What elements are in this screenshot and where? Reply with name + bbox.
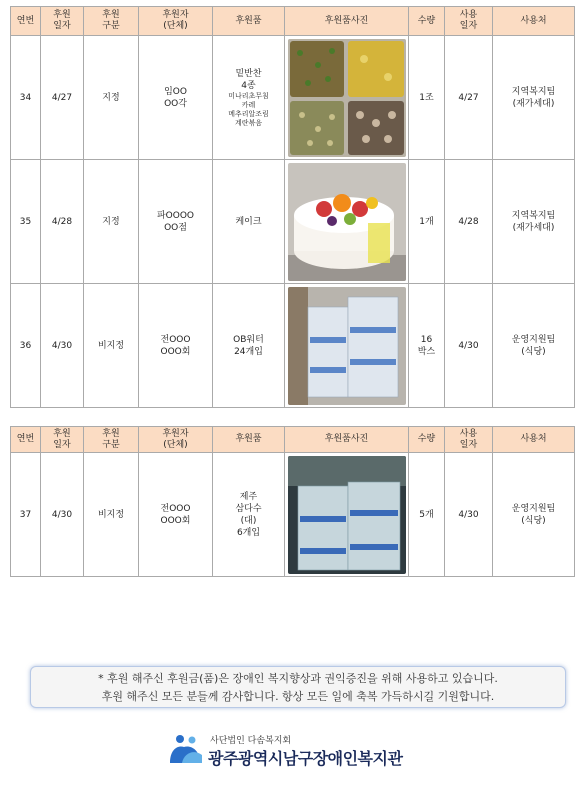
header-use-place: 사용처: [493, 7, 575, 36]
cell-donor: 임OO OO각: [139, 36, 213, 160]
header-donor: 후원자 (단체): [139, 7, 213, 36]
organization-name: 광주광역시남구장애인복지관: [208, 749, 403, 768]
cell-use-date: 4/30: [445, 284, 493, 408]
cell-no: 36: [11, 284, 41, 408]
cell-use-place: 운영지원팀 (식당): [493, 284, 575, 408]
organization-logo: [168, 733, 428, 769]
water-bottles-image-2: [288, 456, 406, 574]
header-use-date: 사용 일자: [445, 427, 493, 453]
organization-subtitle: 사단법인 다솜복지회: [210, 736, 292, 746]
notice-line-1: * 후원 해주신 후원금(품)은 장애인 복지향상과 권익증진을 위해 사용하고 있습니다.: [98, 672, 498, 685]
cell-use-date: 4/27: [445, 36, 493, 160]
cell-donor: 전OOO OOO회: [139, 284, 213, 408]
header-type: 후원 구분: [84, 427, 139, 453]
header-no: 연번: [11, 7, 41, 36]
cell-use-place: 운영지원팀 (식당): [493, 453, 575, 577]
header-photo: 후원품사진: [285, 7, 409, 36]
table-row: [11, 284, 575, 408]
header-date: 후원 일자: [41, 427, 84, 453]
cell-no: 34: [11, 36, 41, 160]
cell-type: 지정: [84, 36, 139, 160]
cell-no: 35: [11, 160, 41, 284]
cell-use-date: 4/28: [445, 160, 493, 284]
cell-date: 4/28: [41, 160, 84, 284]
thank-you-notice: [30, 666, 566, 708]
item-detail: 미나리초무침 카레 메추리알조림 계란볶음: [228, 91, 269, 127]
cell-date: 4/27: [41, 36, 84, 160]
cell-qty: 1개: [409, 160, 445, 284]
cell-item: [213, 36, 285, 160]
donation-table-1: [10, 6, 575, 408]
header-donor: 후원자 (단체): [139, 427, 213, 453]
cell-item: OB워터 24개입: [213, 284, 285, 408]
cell-photo: [285, 160, 409, 284]
header-date: 후원 일자: [41, 7, 84, 36]
cell-date: 4/30: [41, 284, 84, 408]
table-header-row: [11, 7, 575, 36]
cell-use-place: 지역복지팀 (재가세대): [493, 36, 575, 160]
cell-no: 37: [11, 453, 41, 577]
side-dishes-photo: [288, 39, 406, 157]
item-name: 밑반찬 4종: [235, 68, 262, 91]
water-bottles-photo: [288, 287, 406, 405]
cell-use-place: 지역복지팀 (재가세대): [493, 160, 575, 284]
header-qty: 수량: [409, 427, 445, 453]
cell-use-date: 4/30: [445, 453, 493, 577]
header-item: 후원품: [213, 7, 285, 36]
table-row: [11, 160, 575, 284]
table-row: [11, 36, 575, 160]
table-row: [11, 453, 575, 577]
cell-qty: 1조: [409, 36, 445, 160]
cell-donor: 전OOO OOO회: [139, 453, 213, 577]
people-logo-icon: [168, 733, 204, 767]
cell-date: 4/30: [41, 453, 84, 577]
cell-qty: 16 박스: [409, 284, 445, 408]
water-bottles-photo-2: [288, 456, 406, 574]
cake-image: [288, 163, 406, 281]
header-item: 후원품: [213, 427, 285, 453]
cell-item: 제주 삼다수 (대) 6개입: [213, 453, 285, 577]
table-header-row: [11, 427, 575, 453]
cell-photo: [285, 284, 409, 408]
notice-line-2: 후원 해주신 모든 분들께 감사합니다. 항상 모든 일에 축복 가득하시길 기원합니다.: [101, 690, 495, 703]
cell-donor: 파OOOO OO점: [139, 160, 213, 284]
header-no: 연번: [11, 427, 41, 453]
cell-item: 케이크: [213, 160, 285, 284]
cell-type: 비지정: [84, 453, 139, 577]
cell-photo: [285, 453, 409, 577]
cell-photo: [285, 36, 409, 160]
cell-qty: 5개: [409, 453, 445, 577]
donation-table-2: [10, 426, 575, 577]
side-dishes-image: [288, 39, 406, 157]
header-use-date: 사용 일자: [445, 7, 493, 36]
header-qty: 수량: [409, 7, 445, 36]
header-use-place: 사용처: [493, 427, 575, 453]
header-photo: 후원품사진: [285, 427, 409, 453]
header-type: 후원 구분: [84, 7, 139, 36]
cell-type: 비지정: [84, 284, 139, 408]
cake-photo: [288, 163, 406, 281]
cell-type: 지정: [84, 160, 139, 284]
water-bottles-image: [288, 287, 406, 405]
